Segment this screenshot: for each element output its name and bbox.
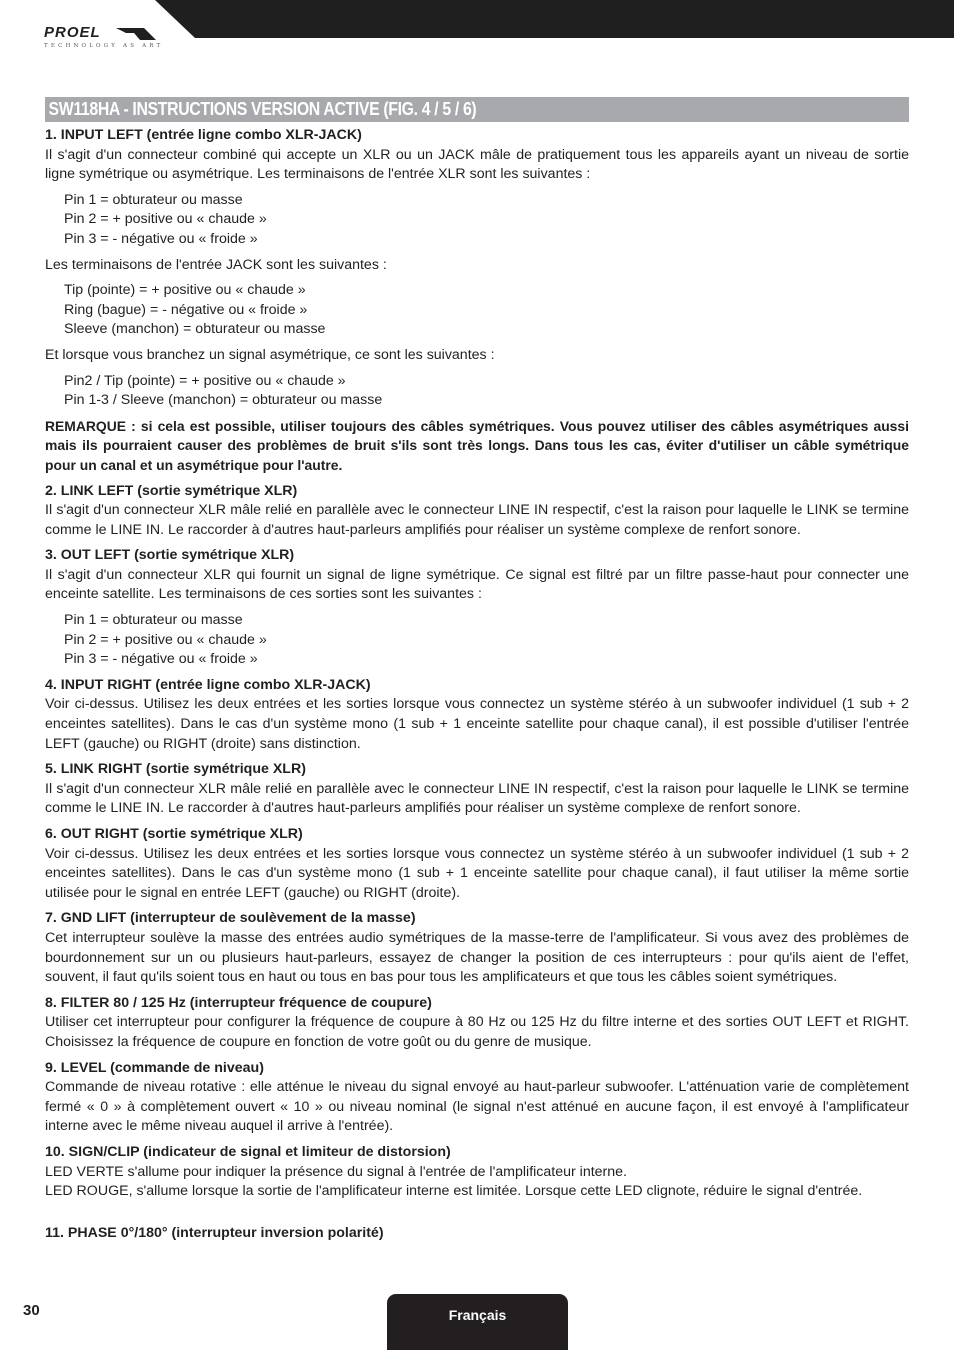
paragraph: Il s'agit d'un connecteur XLR qui fournit un signal de ligne symétrique. Ce signal est filtré par un filtre passe-haut pour connecter une enceinte satellite. Les terminaisons de ces sorties sont les suivantes :: [45, 566, 909, 603]
pin-line: Tip (pointe) = + positive ou « chaude »: [64, 282, 306, 299]
paragraph: Il s'agit d'un connecteur XLR mâle relié en parallèle avec le connecteur LINE IN respectif, c'est la raison pour laquelle le LINK se termine comme le LINE IN. Le raccorder à d'autres haut-parleurs amplifiés pour réaliser un système complexe de renfort sonore.: [45, 502, 909, 538]
pin-line: Pin 1 = obturateur ou masse: [64, 191, 243, 208]
section-heading: 1. INPUT LEFT (entrée ligne combo XLR-JACK): [45, 127, 362, 143]
section-heading: 2. LINK LEFT (sortie symétrique XLR): [45, 482, 298, 499]
paragraph: Et lorsque vous branchez un signal asymétrique, ce sont les suivantes :: [45, 346, 495, 363]
brand-logo: [44, 26, 163, 49]
language-tab-label: Français: [448, 1307, 507, 1323]
pin-line: Pin 2 = + positive ou « chaude »: [64, 631, 267, 648]
section-heading: 8. FILTER 80 / 125 Hz (interrupteur fréquence de coupure): [45, 994, 432, 1011]
document-body: [45, 126, 909, 1243]
paragraph: Voir ci-dessus. Utilisez les deux entrées et les sorties lorsque vous connectez un système stéréo à un subwoofer individuel (1 sub + 2 enceintes satellites). Dans le cas d'un système mono (1 sub + 1 enceinte satellite pour chaque canal), il faut utiliser la même sortie utilisée pour le signal en entrée LEFT (gauche) ou RIGHT (droite).: [45, 845, 909, 901]
pin-line: Sleeve (manchon) = obturateur ou masse: [64, 321, 326, 338]
section-heading: 4. INPUT RIGHT (entrée ligne combo XLR-JACK): [45, 676, 371, 693]
section-heading: 10. SIGN/CLIP (indicateur de signal et limiteur de distorsion): [45, 1143, 451, 1160]
logo-word: PROEL: [44, 24, 101, 41]
pin-line: Ring (bague) = - négative ou « froide »: [64, 301, 308, 318]
paragraph: Les terminaisons de l'entrée JACK sont les suivantes :: [45, 256, 387, 273]
remark-note: REMARQUE : si cela est possible, utiliser toujours des câbles symétriques. Vous pouvez utiliser des câbles asymétriques aussi mais ils pourraient causer des problèmes de bruit s'ils sont très longs. Dans tous les cas, éviter d'utiliser un câble symétrique pour un canal et un asymétrique pour l'autre.: [45, 417, 909, 473]
paragraph: LED ROUGE, s'allume lorsque la sortie de l'amplificateur interne est limitée. Lorsque cette LED clignote, réduire le signal d'entrée.: [45, 1183, 863, 1200]
paragraph: Commande de niveau rotative : elle atténue le niveau du signal envoyé au haut-parleur subwoofer. L'atténuation varie de complètement fermé « 0 » à complètement ouvert « 10 » ou niveau nominal (le signal n'est atténué en aucune façon, il est envoyé à l'amplificateur interne avec le même niveau auquel il arrive à l'entrée).: [45, 1079, 909, 1135]
paragraph: Voir ci-dessus. Utilisez les deux entrées et les sorties lorsque vous connectez un système stéréo à un subwoofer individuel (1 sub + 2 enceintes satellites). Dans le cas d'un système mono (1 sub + 1 enceinte satellite pour chaque canal), il est possible d'utiliser l'entrée LEFT (gauche) ou RIGHT (droite) sans distinction.: [45, 696, 909, 752]
pin-line: Pin 1-3 / Sleeve (manchon) = obturateur ou masse: [64, 392, 383, 409]
paragraph: LED VERTE s'allume pour indiquer la présence du signal à l'entrée de l'amplificateur interne.: [45, 1163, 627, 1180]
language-tab: [387, 1294, 568, 1350]
page-number: 30: [23, 1302, 40, 1319]
section-heading: 9. LEVEL (commande de niveau): [45, 1059, 264, 1076]
section-heading: 6. OUT RIGHT (sortie symétrique XLR): [45, 826, 303, 842]
section-heading: 5. LINK RIGHT (sortie symétrique XLR): [45, 761, 306, 778]
pin-line: Pin 1 = obturateur ou masse: [64, 612, 243, 629]
section-heading: 3. OUT LEFT (sortie symétrique XLR): [45, 547, 295, 564]
logo-swoosh-icon: [100, 28, 156, 40]
paragraph: Il s'agit d'un connecteur XLR mâle relié en parallèle avec le connecteur LINE IN respectif, c'est la raison pour laquelle le LINK se termine comme le LINE IN. Le raccorder à d'autres haut-parleurs amplifiés pour réaliser un système complexe de renfort sonore.: [45, 780, 909, 817]
pin-line: Pin 3 = - négative ou « froide »: [64, 230, 258, 247]
logo-tagline: TECHNOLOGY AS ART: [44, 43, 164, 49]
section-heading: 7. GND LIFT (interrupteur de soulèvement de la masse): [45, 910, 416, 927]
pin-line: Pin2 / Tip (pointe) = + positive ou « chaude »: [64, 372, 346, 389]
paragraph: Il s'agit d'un connecteur combiné qui accepte un XLR ou un JACK mâle de pratiquement tous les appareils ayant un niveau de sortie ligne symétrique ou asymétrique. Les terminaisons de l'entrée XLR sont les suivantes :: [45, 146, 909, 183]
section-title-bar: [45, 97, 909, 122]
pin-line: Pin 2 = + positive ou « chaude »: [64, 211, 267, 228]
paragraph: Cet interrupteur soulève la masse des entrées audio symétriques de la masse-terre de l'amplificateur. Si vous avez des problèmes de bourdonnement sur un ou plusieurs haut-parleurs, essayez de changer la position de ces interrupteurs : pour qu'ils aient de l'effet, souvent, il faut qu'ils soient tous en haut ou tous en bas pour tous les amplificateurs et que tous les câbles soient symétriques.: [45, 929, 909, 986]
section-heading: 11. PHASE 0°/180° (interrupteur inversion polarité): [45, 1224, 384, 1241]
section-title: SW118HA - INSTRUCTIONS VERSION ACTIVE (FIG. 4 / 5 / 6): [48, 99, 477, 119]
paragraph: Utiliser cet interrupteur pour configurer la fréquence de coupure à 80 Hz ou 125 Hz du filtre interne et des sorties OUT LEFT et RIGHT. Choisissez la fréquence de coupure en fonction de votre goût ou du genre de musique.: [45, 1014, 909, 1050]
pin-line: Pin 3 = - négative ou « froide »: [64, 651, 258, 668]
header-bar: [155, 0, 954, 38]
